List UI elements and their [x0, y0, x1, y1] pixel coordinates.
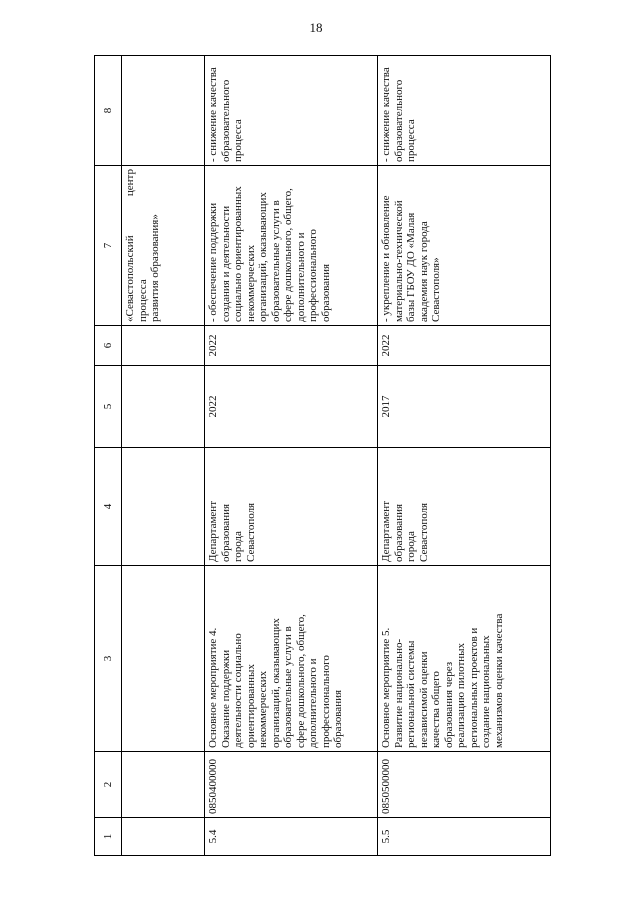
text-line: образовательного: [392, 79, 405, 162]
cont-cell-5: [122, 366, 205, 448]
result-cell: [378, 166, 551, 326]
text-line: процесса: [232, 119, 244, 162]
row-number: 5.4: [205, 818, 378, 856]
header-cell-8: 8: [95, 56, 122, 166]
executor-cell: [378, 448, 551, 566]
measure-cell: [205, 566, 378, 752]
consequence-cell: [205, 56, 378, 166]
start-year: 2017: [378, 366, 551, 448]
text-line: образования: [392, 503, 405, 562]
text-line: региональной системы: [405, 640, 417, 748]
cont-cell-4: [122, 448, 205, 566]
cont-cell-1: [122, 818, 205, 856]
row-number: 5.5: [378, 818, 551, 856]
text-line: Основное мероприятие 5.: [380, 627, 392, 748]
program-measures-table: [94, 55, 551, 856]
text-line: образования: [219, 503, 232, 562]
text-line: организаций, оказывающих: [257, 192, 269, 322]
cont-result-line: «Севастопольский центр процесса: [124, 169, 149, 322]
text-line: Развитие национально-: [392, 638, 405, 748]
table-row: [205, 56, 378, 856]
end-year: 2022: [378, 326, 551, 366]
text-line: дополнительного и: [307, 658, 319, 748]
text-line: Оказание поддержки: [219, 649, 232, 748]
consequence-cell: [378, 56, 551, 166]
header-cell-2: 2: [95, 752, 122, 818]
text-line: города: [232, 531, 244, 562]
measure-cell: [378, 566, 551, 752]
text-line: сфере дошкольного, общего,: [282, 188, 294, 322]
text-line: организаций, оказывающих: [269, 618, 282, 748]
text-line: качества общего: [430, 671, 442, 748]
text-line: Севастополя: [417, 502, 430, 562]
text-line: создание национальных: [480, 635, 492, 748]
header-cell-4: 4: [95, 448, 122, 566]
text-line: Департамент: [207, 500, 219, 562]
text-line: сфере дошкольного, общего,: [294, 614, 307, 748]
text-line: образовательные услуги в: [269, 200, 282, 322]
header-cell-6: 6: [95, 326, 122, 366]
cont-result-cell: [122, 166, 205, 326]
text-line: дополнительного и: [294, 232, 307, 322]
text-line: профессионального: [307, 229, 319, 322]
text-line: образовательные услуги в: [282, 626, 294, 748]
text-line: ориентированных: [244, 664, 257, 748]
text-line: создания и деятельности: [219, 205, 232, 322]
text-line: - снижение качества: [207, 67, 219, 162]
text-line: независимой оценки: [417, 651, 430, 748]
text-line: Севастополя»: [430, 257, 442, 322]
end-year: 2022: [205, 326, 378, 366]
cont-cell-2: [122, 752, 205, 818]
text-line: академия наук города: [417, 221, 430, 322]
cont-cell-3: [122, 566, 205, 752]
text-line: - обеспечение поддержки: [207, 202, 219, 322]
text-line: Основное мероприятие 4.: [207, 627, 219, 748]
text-line: социально ориентированных: [232, 186, 244, 322]
text-line: материально-технической: [392, 200, 405, 322]
text-line: Севастополя: [244, 502, 257, 562]
rotated-table-frame: [94, 56, 538, 856]
text-line: реализацию пилотных: [455, 642, 467, 748]
text-line: образования: [319, 263, 332, 322]
text-line: города: [405, 531, 417, 562]
budget-code: 0850400000: [205, 752, 378, 818]
text-line: профессионального: [319, 655, 332, 748]
text-line: - снижение качества: [380, 67, 392, 162]
text-line: некоммерческих: [257, 670, 269, 748]
table-row: [378, 56, 551, 856]
header-cell-5: 5: [95, 366, 122, 448]
continued-row: [122, 56, 205, 856]
text-line: образования через: [442, 661, 455, 748]
result-cell: [205, 166, 378, 326]
text-line: образовательного: [219, 79, 232, 162]
start-year: 2022: [205, 366, 378, 448]
text-line: региональных проектов и: [467, 627, 480, 748]
text-line: механизмов оценки качества: [492, 613, 505, 748]
header-row: [95, 56, 122, 856]
header-cell-1: 1: [95, 818, 122, 856]
cont-cell-6: [122, 326, 205, 366]
header-cell-3: 3: [95, 566, 122, 752]
text-line: Департамент: [380, 500, 392, 562]
budget-code: 0850500000: [378, 752, 551, 818]
page-number: 18: [309, 20, 323, 35]
text-line: процесса: [405, 119, 417, 162]
text-line: некоммерческих: [244, 244, 257, 322]
text-line: деятельности социально: [232, 633, 244, 748]
text-line: образования: [332, 689, 344, 748]
cont-result-line: развития образования»: [149, 214, 161, 322]
text-line: - укрепление и обновление: [380, 195, 392, 322]
header-cell-7: 7: [95, 166, 122, 326]
cont-cell-8: [122, 56, 205, 166]
executor-cell: [205, 448, 378, 566]
text-line: базы ГБОУ ДО «Малая: [405, 212, 417, 322]
